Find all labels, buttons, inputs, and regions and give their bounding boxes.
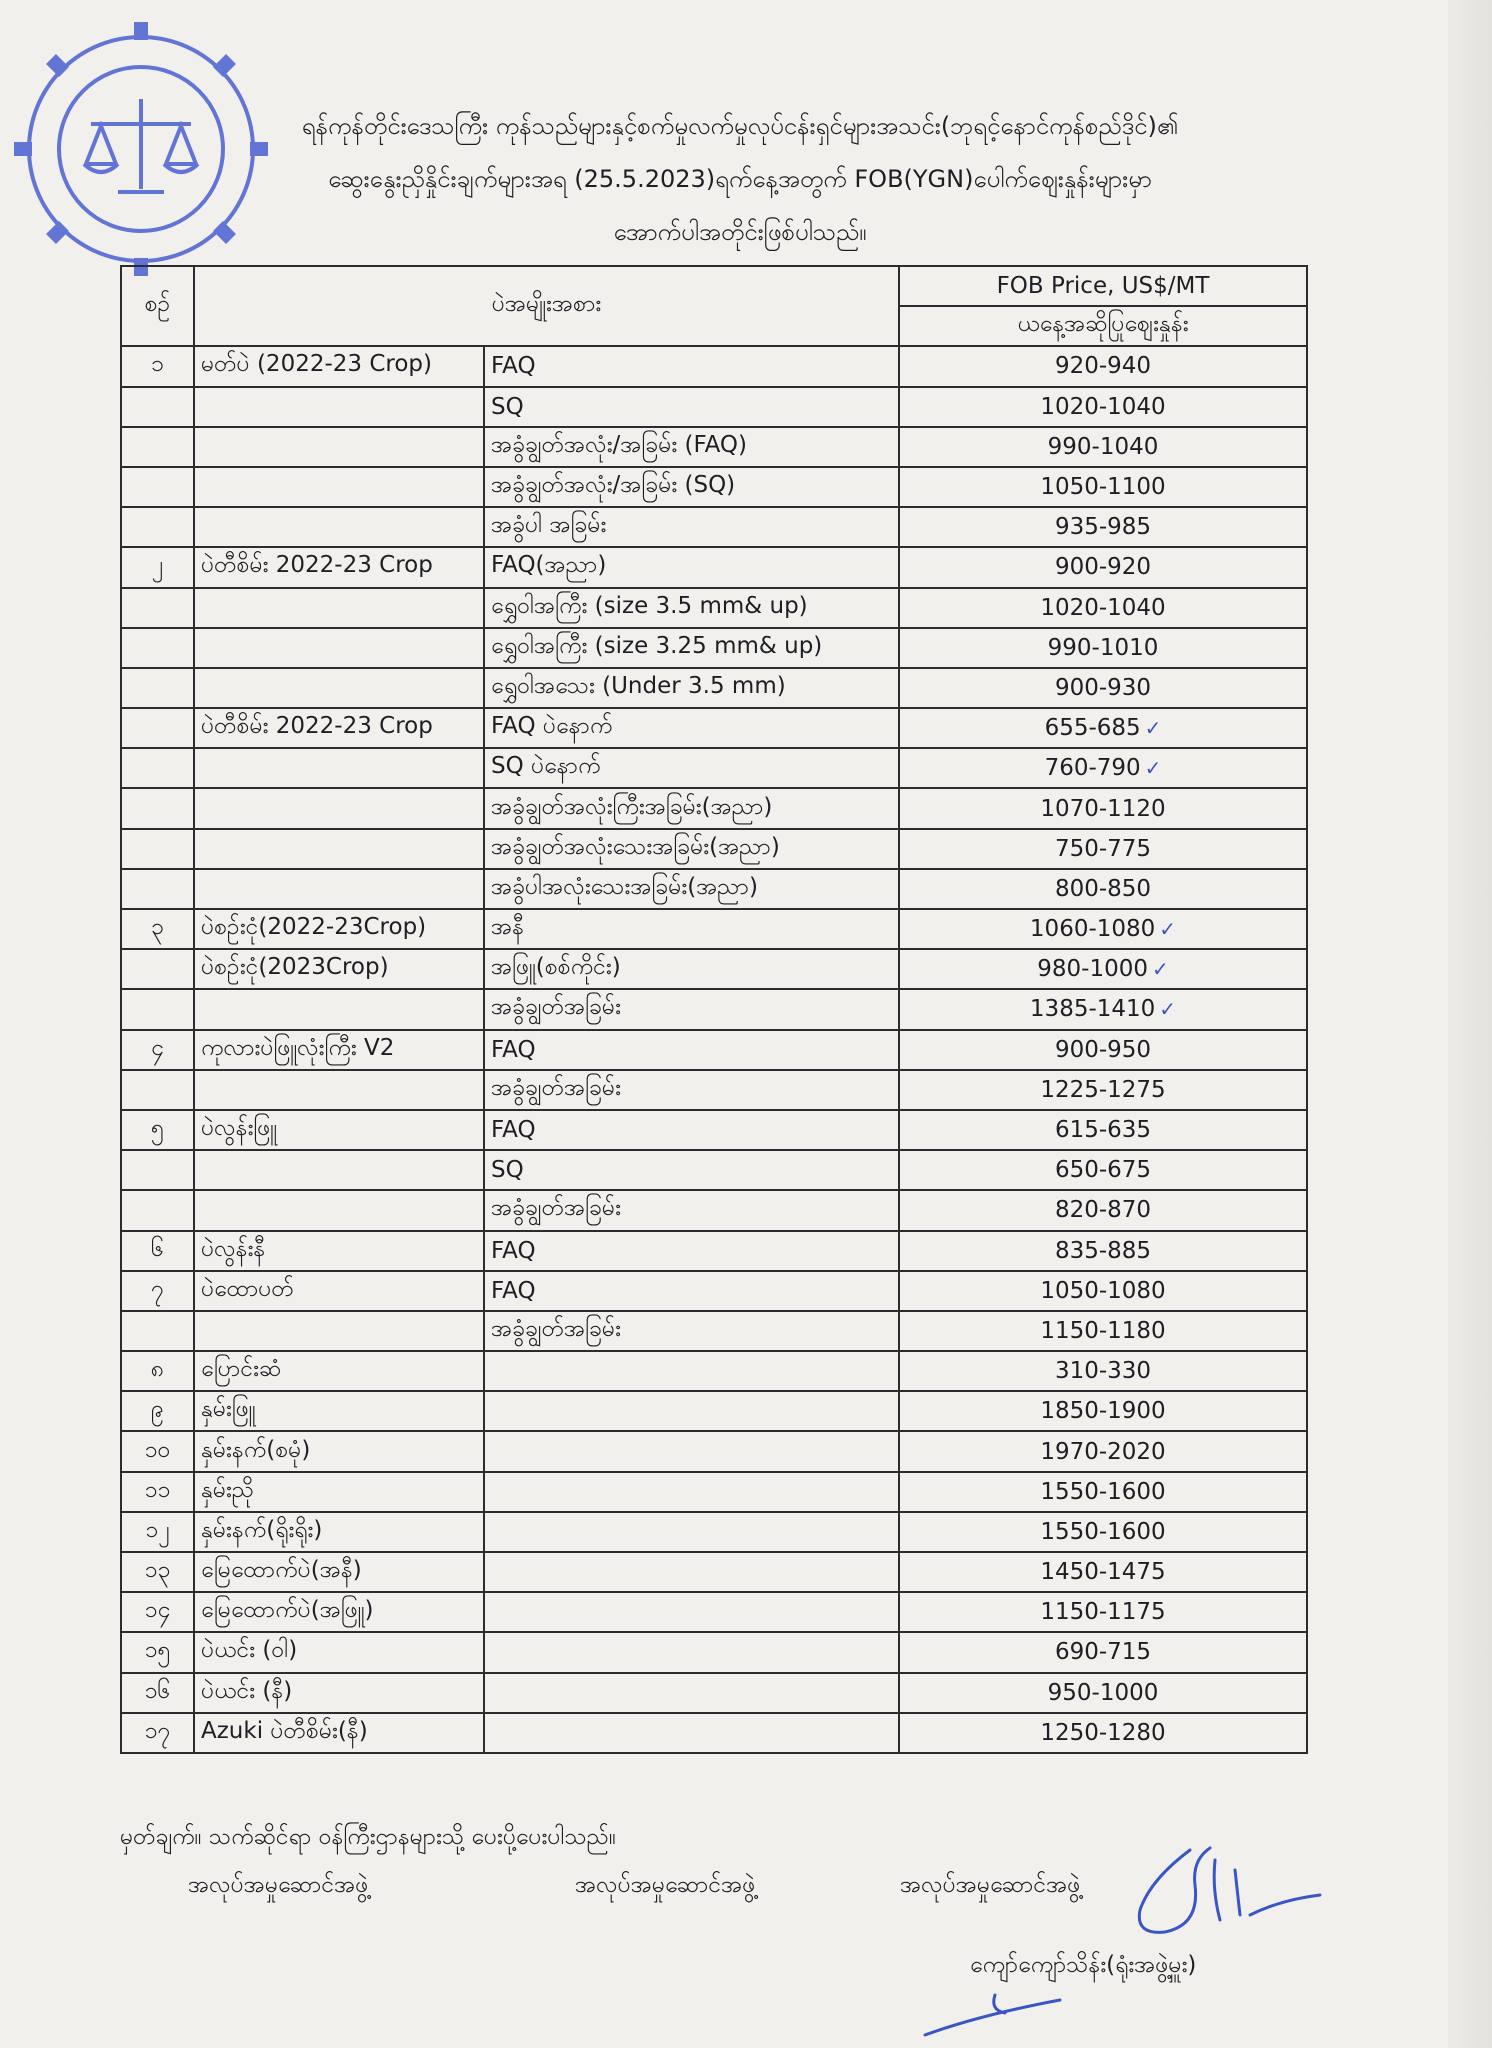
row-price: 1850-1900 (1040, 1398, 1166, 1425)
row-item (194, 387, 484, 427)
row-item: Azuki ပဲတီစိမ်း(နီ) (194, 1713, 484, 1753)
header-no: စဉ် (121, 266, 194, 346)
row-item (194, 788, 484, 828)
row-grade: အခွံချွတ်အလုံးကြီးအခြမ်း(အညာ) (484, 788, 899, 828)
row-price: 1060-1080 (1029, 916, 1156, 943)
table-row (121, 829, 1307, 869)
table-row (121, 788, 1307, 828)
row-item: နှမ်းနက်(ရိုးရိုး) (194, 1512, 484, 1552)
row-item: ပြောင်းဆံ (194, 1351, 484, 1391)
row-price-cell (899, 1311, 1307, 1351)
row-price-cell (899, 1351, 1307, 1391)
row-grade: အခွံချွတ်အလုံး/အခြမ်း (FAQ) (484, 427, 899, 467)
row-grade: အခွံပါအလုံးသေးအခြမ်း(အညာ) (484, 869, 899, 909)
row-price: 690-715 (1054, 1639, 1152, 1666)
table-row (121, 1351, 1307, 1391)
row-grade: FAQ(အညာ) (484, 547, 899, 587)
row-price-cell (899, 346, 1307, 386)
row-price: 1550-1600 (1040, 1518, 1166, 1545)
row-price-cell (899, 1030, 1307, 1070)
row-item (194, 829, 484, 869)
table-row (121, 1713, 1307, 1753)
table-row (121, 748, 1307, 788)
row-price-cell (899, 949, 1307, 989)
row-no (121, 869, 194, 909)
table-row (121, 708, 1307, 748)
table-row (121, 1431, 1307, 1471)
row-grade: အခွံချွတ်အလုံး/အခြမ်း (SQ) (484, 467, 899, 507)
row-item: နှမ်းနက်(စမုံ) (194, 1431, 484, 1471)
row-item: နှမ်းဖြူ (194, 1391, 484, 1431)
table-row (121, 1472, 1307, 1512)
row-no: ၅ (121, 1110, 194, 1150)
row-no: ၃ (121, 909, 194, 949)
row-price-cell (899, 1512, 1307, 1552)
row-price-cell (899, 788, 1307, 828)
row-grade: ရွှေဝါအကြီး (size 3.5 mm& up) (484, 588, 899, 628)
row-price-cell (899, 1070, 1307, 1110)
row-price-cell (899, 1632, 1307, 1672)
row-grade: အဖြူ(စစ်ကိုင်း) (484, 949, 899, 989)
row-grade: အခွံချွတ်အခြမ်း (484, 1190, 899, 1230)
row-price: 950-1000 (1047, 1679, 1159, 1706)
row-item (194, 1311, 484, 1351)
row-price: 990-1040 (1047, 433, 1159, 460)
row-grade: အနီ (484, 909, 899, 949)
scan-edge-shadow (1448, 0, 1492, 2048)
check-mark-icon: ✓ (1159, 997, 1177, 1022)
footnote: မှတ်ချက်။ သက်ဆိုင်ရာ ဝန်ကြီးဌာနများသို့ ပေးပို့ပေးပါသည်။ (120, 1824, 616, 1850)
table-row (121, 1231, 1307, 1271)
row-no (121, 1190, 194, 1230)
chairman-name: ကျော်ကျော်သိန်း(ရုံးအဖွဲ့မှူး) (970, 1952, 1197, 1978)
row-price-cell (899, 1150, 1307, 1190)
row-price-cell (899, 909, 1307, 949)
header-line-1: ရန်ကုန်တိုင်းဒေသကြီး ကုန်သည်များနှင့်စက်မှုလက်မှုလုပ်ငန်းရှင်များအသင်း(ဘုရင့်နောင်ကုန်စည်ဒိုင်)၏ (301, 112, 1179, 140)
row-no: ၁၁ (121, 1472, 194, 1512)
initial-mark (920, 1975, 1070, 2045)
row-price: 900-950 (1054, 1036, 1152, 1063)
check-mark-icon: ✓ (1151, 957, 1169, 982)
table-row (121, 1673, 1307, 1713)
row-price-cell (899, 1673, 1307, 1713)
table-row (121, 949, 1307, 989)
row-price: 1070-1120 (1040, 795, 1166, 822)
table-row (121, 1592, 1307, 1632)
row-no (121, 708, 194, 748)
check-mark-icon: ✓ (1144, 716, 1162, 741)
table-row (121, 869, 1307, 909)
table-row (121, 346, 1307, 386)
row-grade (484, 1552, 899, 1592)
row-price-cell (899, 829, 1307, 869)
row-price-cell (899, 1190, 1307, 1230)
table-row (121, 1512, 1307, 1552)
row-grade: FAQ ပဲနောက် (484, 708, 899, 748)
committee-signature-2: အလုပ်အမှုဆောင်အဖွဲ့ (575, 1872, 756, 1898)
row-no (121, 1070, 194, 1110)
row-no: ၁၅ (121, 1632, 194, 1672)
row-no (121, 588, 194, 628)
row-no (121, 467, 194, 507)
row-item (194, 467, 484, 507)
row-no: ၁၃ (121, 1552, 194, 1592)
row-item: မြေထောက်ပဲ(အနီ) (194, 1552, 484, 1592)
row-price: 920-940 (1054, 353, 1152, 380)
row-price: 1385-1410 (1029, 996, 1156, 1023)
row-grade: FAQ (484, 1231, 899, 1271)
row-price-cell (899, 1231, 1307, 1271)
row-price: 750-775 (1054, 835, 1152, 862)
row-price: 1550-1600 (1040, 1478, 1166, 1505)
row-price-cell (899, 588, 1307, 628)
row-no: ၈ (121, 1351, 194, 1391)
row-price-cell (899, 1271, 1307, 1311)
row-price: 990-1010 (1047, 634, 1159, 661)
row-no (121, 829, 194, 869)
table-row (121, 507, 1307, 547)
table-row (121, 1030, 1307, 1070)
table-row (121, 427, 1307, 467)
row-no (121, 427, 194, 467)
row-no (121, 949, 194, 989)
row-price: 820-870 (1054, 1197, 1152, 1224)
price-table-body (121, 346, 1307, 1753)
row-price: 835-885 (1054, 1237, 1152, 1264)
row-no: ၁၆ (121, 1673, 194, 1713)
document-header (140, 100, 1340, 259)
row-no (121, 1311, 194, 1351)
row-item (194, 507, 484, 547)
row-grade: FAQ (484, 1110, 899, 1150)
row-grade: FAQ (484, 346, 899, 386)
row-price-cell (899, 1110, 1307, 1150)
row-no: ၇ (121, 1271, 194, 1311)
row-no (121, 788, 194, 828)
table-row (121, 1190, 1307, 1230)
row-grade (484, 1431, 899, 1471)
row-price: 615-635 (1054, 1117, 1152, 1144)
check-mark-icon: ✓ (1144, 756, 1162, 781)
row-no: ၄ (121, 1030, 194, 1070)
committee-signature-1: အလုပ်အမှုဆောင်အဖွဲ့ (188, 1872, 369, 1898)
row-price: 760-790 (1044, 755, 1141, 782)
row-grade (484, 1512, 899, 1552)
row-item: ပဲယင်း (နီ) (194, 1673, 484, 1713)
row-price-cell (899, 1592, 1307, 1632)
row-price-cell (899, 748, 1307, 788)
row-grade: ရွှေဝါအကြီး (size 3.25 mm& up) (484, 628, 899, 668)
table-row (121, 1311, 1307, 1351)
table-row (121, 1391, 1307, 1431)
row-grade: အခွံချွတ်အခြမ်း (484, 989, 899, 1029)
row-price-cell (899, 547, 1307, 587)
row-item: ကုလားပဲဖြူလုံးကြီး V2 (194, 1030, 484, 1070)
row-no (121, 989, 194, 1029)
row-item (194, 748, 484, 788)
row-no: ၁ (121, 346, 194, 386)
row-price-cell (899, 427, 1307, 467)
row-price-cell (899, 1472, 1307, 1512)
row-price: 1020-1040 (1040, 594, 1166, 621)
row-grade: SQ ပဲနောက် (484, 748, 899, 788)
price-table (120, 265, 1308, 1754)
row-grade (484, 1632, 899, 1672)
row-price: 935-985 (1054, 514, 1152, 541)
row-no (121, 628, 194, 668)
row-item: ပဲစဉ်းငုံ(2022-23Crop) (194, 909, 484, 949)
row-price: 1450-1475 (1040, 1559, 1166, 1586)
row-price: 1225-1275 (1040, 1076, 1166, 1103)
row-price-cell (899, 628, 1307, 668)
table-row (121, 909, 1307, 949)
header-price: FOB Price, US$/MT (899, 266, 1307, 306)
row-item (194, 628, 484, 668)
row-item: ပဲလွန်းဖြူ (194, 1110, 484, 1150)
row-price: 900-920 (1054, 554, 1152, 581)
table-header-row (121, 266, 1307, 306)
row-price-cell (899, 1713, 1307, 1753)
row-grade: အခွံချွတ်အခြမ်း (484, 1311, 899, 1351)
row-price: 1150-1180 (1040, 1317, 1166, 1344)
row-no (121, 507, 194, 547)
row-price: 1050-1100 (1040, 474, 1166, 501)
row-no (121, 1150, 194, 1190)
header-line-3: အောက်ပါအတိုင်းဖြစ်ပါသည်။ (613, 218, 867, 246)
row-price: 655-685 (1044, 715, 1141, 742)
table-row (121, 1110, 1307, 1150)
row-grade (484, 1713, 899, 1753)
row-grade: အခွံချွတ်အလုံးသေးအခြမ်း(အညာ) (484, 829, 899, 869)
row-price-cell (899, 1391, 1307, 1431)
row-price-cell (899, 387, 1307, 427)
row-no: ၂ (121, 547, 194, 587)
header-line-2: ဆွေးနွေးညှိနှိုင်းချက်များအရ (25.5.2023)ရက်နေ့အတွက် FOB(YGN)ပေါက်ဈေးနှုန်းများမှာ (328, 165, 1152, 193)
row-grade: SQ (484, 1150, 899, 1190)
row-price-cell (899, 467, 1307, 507)
row-price: 1970-2020 (1040, 1438, 1166, 1465)
table-row (121, 1632, 1307, 1672)
committee-signature-3: အလုပ်အမှုဆောင်အဖွဲ့ (900, 1872, 1081, 1898)
row-price-cell (899, 1552, 1307, 1592)
row-item: ပဲတီစိမ်း 2022-23 Crop (194, 547, 484, 587)
row-grade (484, 1391, 899, 1431)
row-grade (484, 1592, 899, 1632)
row-item: မြေထောက်ပဲ(အဖြူ) (194, 1592, 484, 1632)
row-price-cell (899, 1431, 1307, 1471)
table-row (121, 989, 1307, 1029)
row-price: 800-850 (1054, 875, 1152, 902)
row-price: 980-1000 (1037, 956, 1148, 983)
row-grade: SQ (484, 387, 899, 427)
table-row (121, 628, 1307, 668)
row-grade: FAQ (484, 1271, 899, 1311)
row-no: ၁၄ (121, 1592, 194, 1632)
row-price-cell (899, 668, 1307, 708)
table-row (121, 387, 1307, 427)
row-item: ပဲထောပတ် (194, 1271, 484, 1311)
row-grade (484, 1472, 899, 1512)
row-item (194, 869, 484, 909)
row-grade: FAQ (484, 1030, 899, 1070)
row-item: နှမ်းညို (194, 1472, 484, 1512)
check-mark-icon: ✓ (1159, 917, 1177, 942)
row-price: 310-330 (1054, 1358, 1152, 1385)
table-row (121, 1552, 1307, 1592)
row-price: 900-930 (1054, 674, 1152, 701)
row-item (194, 427, 484, 467)
row-item (194, 1190, 484, 1230)
table-row (121, 1150, 1307, 1190)
table-row (121, 588, 1307, 628)
row-no (121, 387, 194, 427)
row-item (194, 989, 484, 1029)
table-row (121, 1070, 1307, 1110)
row-price: 650-675 (1054, 1157, 1152, 1184)
row-grade (484, 1673, 899, 1713)
row-item (194, 1070, 484, 1110)
row-no (121, 668, 194, 708)
table-row (121, 547, 1307, 587)
row-item: ပဲလွန်းနီ (194, 1231, 484, 1271)
handwritten-signature (1120, 1840, 1340, 1950)
table-row (121, 467, 1307, 507)
row-item: ပဲစဉ်းငုံ(2023Crop) (194, 949, 484, 989)
row-price-cell (899, 507, 1307, 547)
header-price-sub: ယနေ့အဆိုပြုဈေးနှုန်း (899, 306, 1307, 346)
row-item (194, 588, 484, 628)
row-no: ၆ (121, 1231, 194, 1271)
row-item (194, 668, 484, 708)
row-price: 1020-1040 (1040, 393, 1166, 420)
row-no: ၉ (121, 1391, 194, 1431)
row-price-cell (899, 869, 1307, 909)
row-no (121, 748, 194, 788)
row-no: ၁၂ (121, 1512, 194, 1552)
row-no: ၁၇ (121, 1713, 194, 1753)
table-row (121, 1271, 1307, 1311)
row-price-cell (899, 989, 1307, 1029)
row-grade (484, 1351, 899, 1391)
row-grade: အခွံချွတ်အခြမ်း (484, 1070, 899, 1110)
header-item: ပဲအမျိုးအစား (194, 266, 899, 346)
row-item: မတ်ပဲ (2022-23 Crop) (194, 346, 484, 386)
row-no: ၁၀ (121, 1431, 194, 1471)
table-row (121, 668, 1307, 708)
row-price-cell (899, 708, 1307, 748)
row-grade: ရွှေဝါအသေး (Under 3.5 mm) (484, 668, 899, 708)
row-price: 1150-1175 (1040, 1599, 1166, 1626)
row-grade: အခွံပါ အခြမ်း (484, 507, 899, 547)
row-item (194, 1150, 484, 1190)
row-item: ပဲတီစိမ်း 2022-23 Crop (194, 708, 484, 748)
row-price: 1250-1280 (1040, 1719, 1166, 1746)
row-price: 1050-1080 (1040, 1277, 1166, 1304)
row-item: ပဲယင်း (ဝါ) (194, 1632, 484, 1672)
